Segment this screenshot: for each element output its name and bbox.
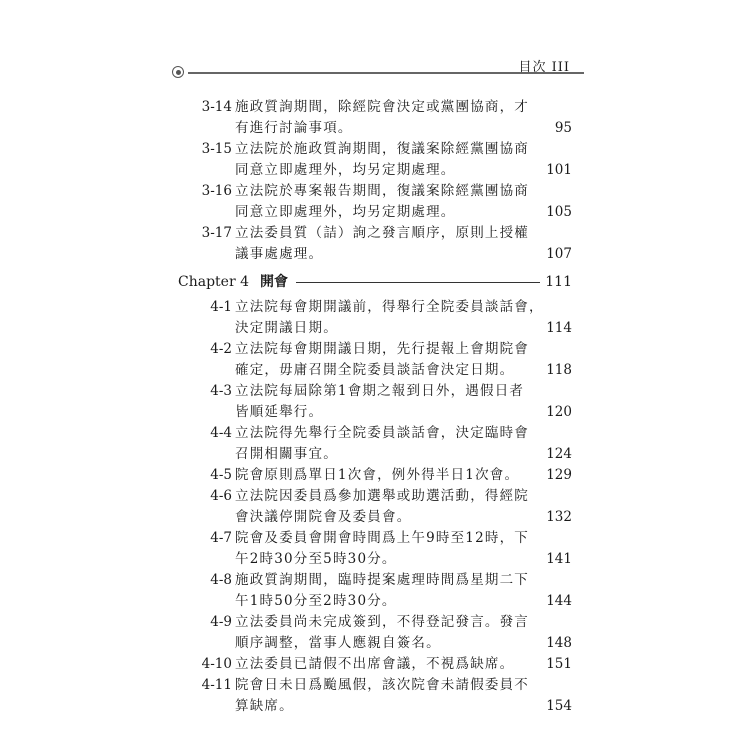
entry-page-number: 118 [546,362,572,378]
entry-page-number: 124 [546,446,572,462]
table-of-contents [178,97,572,717]
entry-number: 3-16 [201,183,232,199]
entry-text-line: 院會日未日爲颱風假，該次院會未請假委員不 [235,677,529,693]
entry-text-line: 同意立即處理外，均另定期處理。 [235,162,456,178]
entry-text-line: 立法委員已請假不出席會議，不視爲缺席。 [235,656,515,672]
entry-text-line: 順序調整，當事人應親自簽名。 [235,635,441,651]
entry-text-line: 施政質詢期間，臨時提案處理時間爲星期二下 [235,572,529,588]
entry-text-line: 施政質詢期間，除經院會決定或黨團協商，才 [235,99,529,115]
toc-entry [178,223,572,265]
entry-text-line: 院會原則爲單日1次會，例外得半日1次會。 [235,467,520,483]
entry-text-line: 立法院因委員爲參加選舉或助選活動，得經院 [235,488,529,504]
chapter-heading [178,270,572,294]
entry-text-line: 午2時30分至5時30分。 [235,551,397,567]
entry-text-line: 立法委員質（詰）詢之發言順序，原則上授權 [235,225,529,241]
entry-page-number: 154 [546,698,572,714]
entry-page-number: 144 [546,593,572,609]
chapter-rule [296,282,540,283]
entry-number: 3-15 [201,141,232,157]
chapter-3-entries [178,97,572,265]
entry-text [235,339,538,381]
entry-number: 4-1 [210,299,232,315]
header-label: 目次 III [518,60,570,75]
toc-entry [178,654,572,675]
entry-number: 3-17 [201,225,232,241]
entry-page-number: 148 [546,635,572,651]
entry-number: 4-9 [210,614,232,630]
entry-page-number: 141 [546,551,572,567]
entry-text [235,381,538,423]
entry-text-line: 有進行討論事項。 [235,120,353,136]
entry-number: 4-2 [210,341,232,357]
entry-number: 4-8 [210,572,232,588]
entry-text-line: 立法院每會期開議前，得舉行全院委員談話會， [235,299,544,315]
entry-number: 4-3 [210,383,232,399]
entry-number: 4-7 [210,530,232,546]
entry-number: 4-11 [201,677,232,693]
entry-page-number: 129 [546,467,572,483]
entry-text-line: 院會及委員會開會時間爲上午9時至12時，下 [235,530,529,546]
entry-page-number: 95 [554,120,572,136]
entry-text [235,465,538,486]
entry-text-line: 議事處處理。 [235,246,324,262]
entry-text [235,528,538,570]
entry-number: 4-4 [210,425,232,441]
toc-entry [178,97,572,139]
entry-text-line: 決定開議日期。 [235,320,338,336]
entry-text [235,675,538,717]
entry-number: 4-5 [210,467,232,483]
entry-text [235,181,538,223]
page-header [172,52,584,82]
entry-page-number: 101 [546,162,572,178]
chapter-label: Chapter 4 [178,274,249,290]
entry-text-line: 皆順延舉行。 [235,404,324,420]
toc-entry [178,486,572,528]
entry-text [235,612,538,654]
toc-entry [178,339,572,381]
chapter-page-number: 111 [545,274,572,290]
entry-text-line: 午1時50分至2時30分。 [235,593,397,609]
entry-page-number: 120 [546,404,572,420]
circle-ornament-dot [176,70,181,75]
entry-text-line: 確定，毋庸召開全院委員談話會決定日期。 [235,362,515,378]
entry-text [235,97,538,139]
entry-text-line: 立法委員尚未完成簽到，不得登記發言。發言 [235,614,529,630]
toc-entry [178,612,572,654]
chapter-title: 開會 [260,274,288,290]
toc-entry [178,465,572,486]
entry-text [235,486,538,528]
toc-entry [178,181,572,223]
entry-page-number: 107 [546,246,572,262]
entry-text-line: 同意立即處理外，均另定期處理。 [235,204,456,220]
entry-text-line: 會決議停開院會及委員會。 [235,509,412,525]
entry-page-number: 132 [546,509,572,525]
entry-number: 4-6 [210,488,232,504]
entry-text [235,570,538,612]
entry-text [235,423,538,465]
entry-page-number: 114 [546,320,572,336]
entry-text-line: 立法院於施政質詢期間，復議案除經黨團協商 [235,141,529,157]
entry-text-line: 立法院每屆除第1會期之報到日外，遇假日者 [235,383,525,399]
entry-text [235,654,538,675]
toc-entry [178,297,572,339]
entry-text [235,297,544,339]
entry-text [235,139,538,181]
toc-entry [178,570,572,612]
toc-entry [178,423,572,465]
toc-entry [178,381,572,423]
entry-text-line: 立法院於專案報告期間，復議案除經黨團協商 [235,183,529,199]
entry-number: 3-14 [201,99,232,115]
entry-text-line: 召開相關事宜。 [235,446,338,462]
entry-text-line: 立法院得先舉行全院委員談話會，決定臨時會 [235,425,529,441]
entry-page-number: 105 [546,204,572,220]
chapter-4-entries [178,297,572,717]
entry-page-number: 151 [546,656,572,672]
entry-text-line: 算缺席。 [235,698,294,714]
toc-entry [178,528,572,570]
toc-entry [178,139,572,181]
entry-text-line: 立法院每會期開議日期，先行提報上會期院會 [235,341,529,357]
entry-text [235,223,538,265]
toc-entry [178,675,572,717]
entry-number: 4-10 [201,656,232,672]
